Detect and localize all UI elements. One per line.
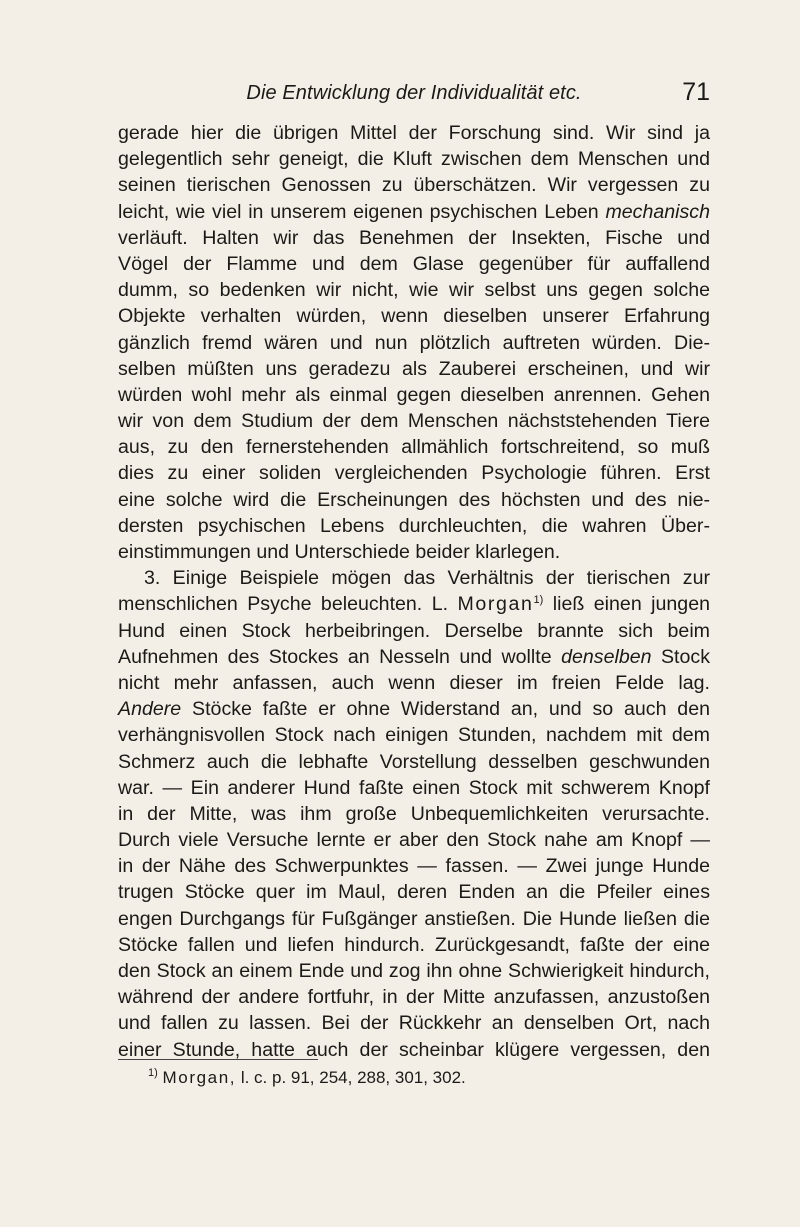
text-line: 3. Einige Beispiele mögen das Verhältnis der tierischen zur bbox=[144, 567, 710, 590]
text-line: Objekte verhalten würden, wenn dieselben unserer Erfahrung bbox=[118, 305, 710, 328]
text-line: gelegentlich sehr geneigt, die Kluft zwischen dem Menschen und bbox=[118, 148, 710, 171]
text-line bbox=[118, 644, 710, 670]
footnote-marker: 1) bbox=[148, 1067, 158, 1079]
text-segment: menschlichen Psyche beleuchten. L. bbox=[118, 593, 449, 616]
text-segment: Aufnehmen des Stockes an Nesseln und wollte bbox=[118, 645, 552, 668]
author-name-morgan: Morgan bbox=[457, 593, 534, 616]
text-line: nicht mehr anfassen, auch wenn dieser im freien Felde lag. bbox=[118, 671, 710, 694]
text-segment: Stöcke faßte er ohne Widerstand an, und so auch den bbox=[192, 698, 710, 721]
text-line: wir von dem Studium der dem Menschen nächststehenden Tiere bbox=[118, 410, 710, 433]
footnote-divider bbox=[118, 1059, 318, 1060]
text-line: Hund einen Stock herbeibringen. Derselbe brannte sich beim bbox=[118, 619, 710, 642]
text-line bbox=[118, 591, 710, 617]
text-line: einer Stunde, hatte auch der scheinbar klügere vergessen, den bbox=[118, 1038, 710, 1061]
text-line: seinen tierischen Genossen zu überschätzen. Wir vergessen zu bbox=[118, 174, 710, 197]
text-line: war. — Ein anderer Hund faßte einen Stock mit schwerem Knopf bbox=[118, 776, 710, 799]
text-line: verläuft. Halten wir das Benehmen der Insekten, Fische und bbox=[118, 226, 710, 249]
text-line: während der andere fortfuhr, in der Mitte anzufassen, anzustoßen bbox=[118, 986, 710, 1009]
text-line: eine solche wird die Erscheinungen des höchsten und des nie- bbox=[118, 488, 710, 511]
running-title: Die Entwicklung der Individualität etc. bbox=[246, 82, 582, 104]
text-line: einstimmungen und Unterschiede beider klarlegen. bbox=[118, 541, 561, 563]
page-number: 71 bbox=[682, 78, 710, 106]
emphasis-denselben: denselben bbox=[561, 645, 652, 668]
text-line bbox=[118, 199, 710, 225]
footnote-marker: 1) bbox=[533, 594, 544, 607]
running-head bbox=[118, 78, 710, 108]
text-line: dumm, so bedenken wir nicht, wie wir selbst uns gegen solche bbox=[118, 279, 710, 302]
emphasis-mechanisch: mechanisch bbox=[605, 200, 710, 223]
text-line bbox=[118, 696, 710, 722]
text-line: in der Mitte, was ihm große Unbequemlichkeiten verursachte. bbox=[118, 802, 710, 825]
emphasis-andere: Andere bbox=[118, 698, 182, 721]
text-line: würden wohl mehr als einmal gegen dieselben anrennen. Gehen bbox=[118, 383, 710, 406]
text-line: gerade hier die übrigen Mittel der Forschung sind. Wir sind ja bbox=[118, 122, 710, 144]
text-line: verhängnisvollen Stock nach einigen Stunden, nachdem mit dem bbox=[118, 724, 710, 747]
text-segment: leicht, wie viel in unserem eigenen psychischen Leben bbox=[118, 200, 599, 223]
footnote bbox=[148, 1068, 466, 1088]
text-line: Durch viele Versuche lernte er aber den Stock nahe am Knopf — bbox=[118, 829, 710, 852]
text-line: Schmerz auch die lebhafte Vorstellung desselben geschwunden bbox=[118, 750, 710, 773]
text-line: den Stock an einem Ende und zog ihn ohne Schwierigkeit hindurch, bbox=[118, 960, 710, 982]
text-line: gänzlich fremd wären und nun plötzlich auftreten würden. Die- bbox=[118, 331, 710, 354]
footnote-author: Morgan, bbox=[162, 1068, 237, 1087]
text-line: Vögel der Flamme und dem Glase gegenüber für auffallend bbox=[118, 252, 710, 275]
text-line: Stöcke fallen und liefen hindurch. Zurückgesandt, faßte der eine bbox=[118, 933, 710, 956]
text-line: selben müßten uns geradezu als Zauberei erscheinen, und wir bbox=[118, 357, 710, 380]
text-segment: Stock bbox=[660, 645, 710, 668]
text-line: in der Nähe des Schwerpunktes — fassen. — Zwei junge Hunde bbox=[118, 855, 710, 878]
text-line: und fallen zu lassen. Bei der Rückkehr an denselben Ort, nach bbox=[118, 1012, 710, 1035]
text-line: dersten psychischen Lebens durchleuchten, die wahren Über- bbox=[118, 514, 710, 537]
footnote-reference: l. c. p. 91, 254, 288, 301, 302. bbox=[240, 1068, 466, 1087]
text-line: engen Durchgangs für Fußgänger anstießen. Die Hunde ließen die bbox=[118, 907, 710, 930]
text-line: dies zu einer soliden vergleichenden Psychologie führen. Erst bbox=[118, 462, 710, 485]
text-line: aus, zu den fernerstehenden allmählich fortschreitend, so muß bbox=[118, 436, 710, 459]
text-line: trugen Stöcke quer im Maul, deren Enden an die Pfeiler eines bbox=[118, 881, 710, 904]
body-text bbox=[118, 120, 710, 1063]
text-segment: ließ einen jungen bbox=[552, 593, 710, 616]
